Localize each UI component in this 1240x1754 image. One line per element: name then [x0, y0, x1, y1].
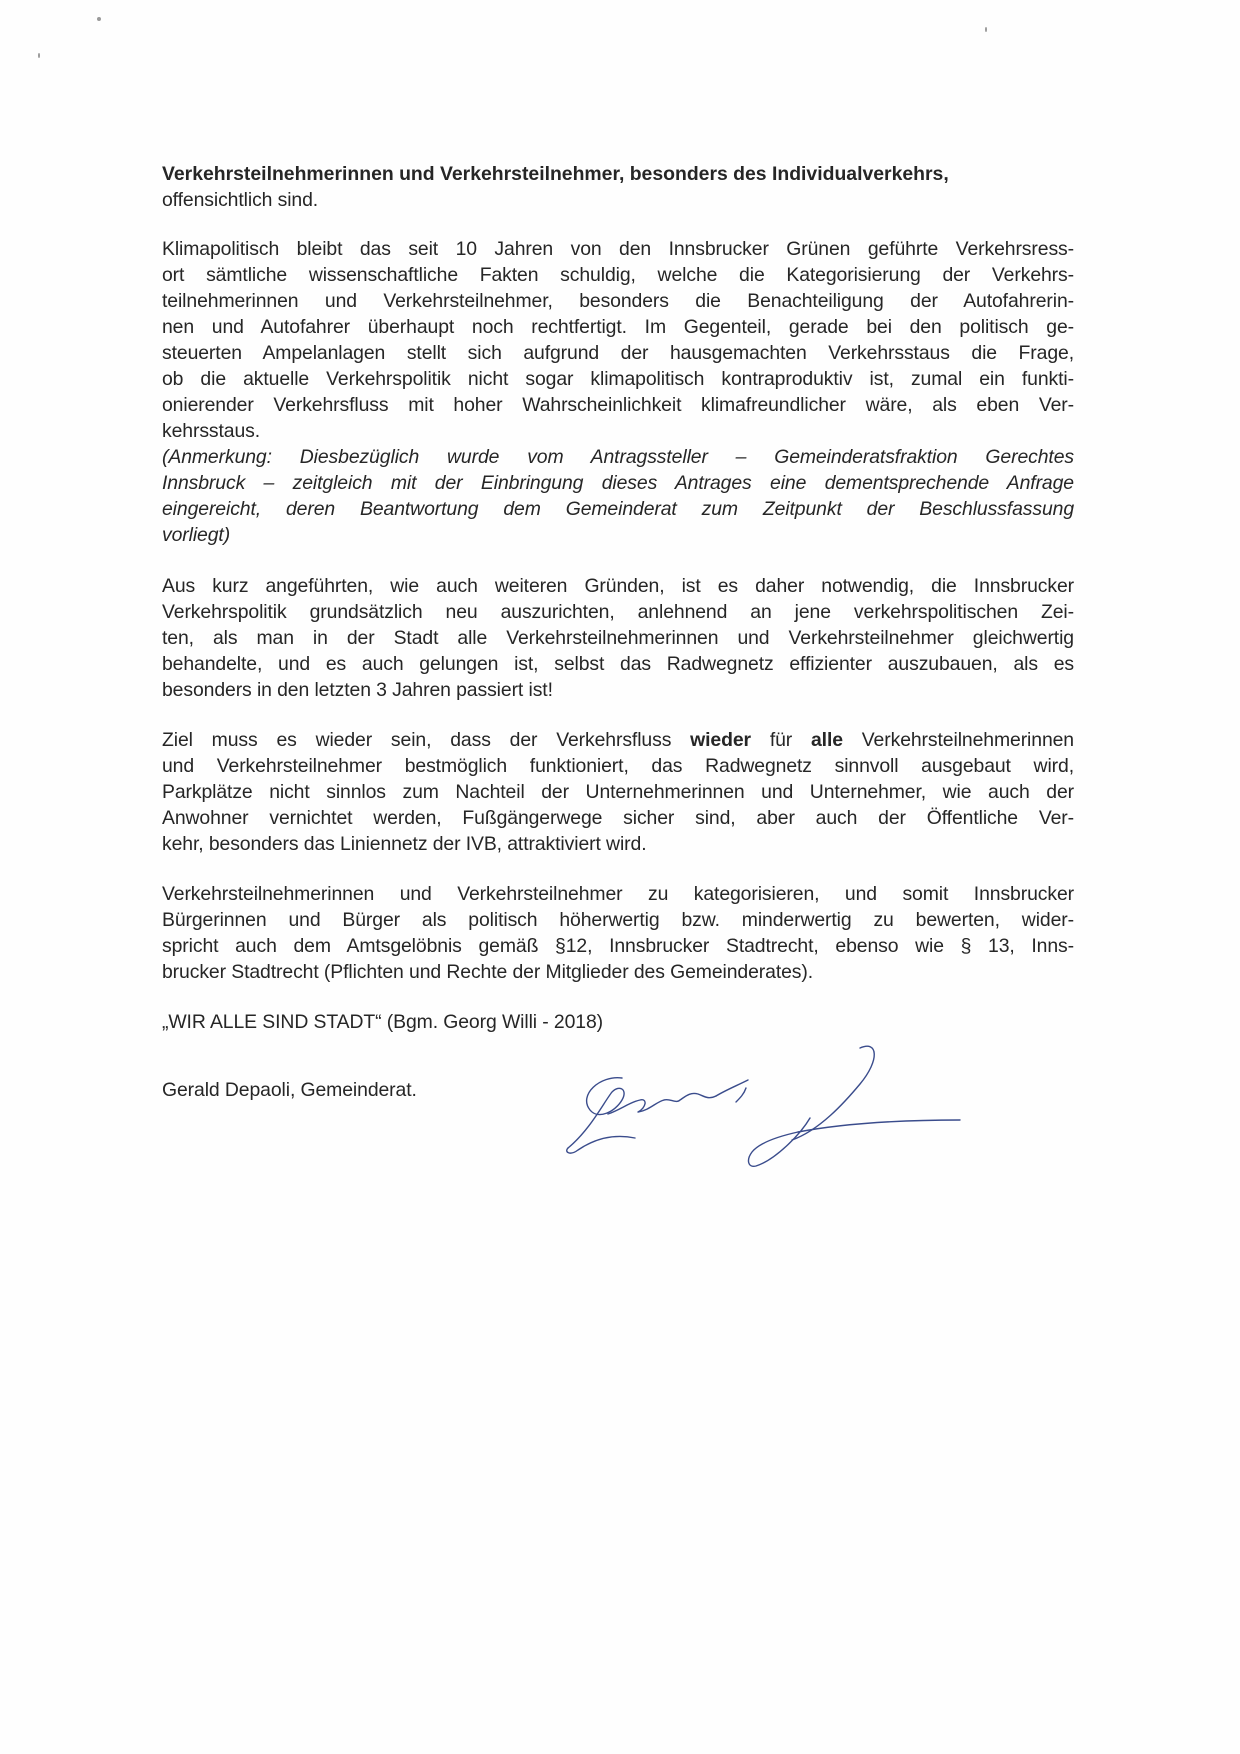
paragraph-goal — [162, 727, 1074, 857]
emphasis-alle: alle — [811, 729, 843, 751]
signoff-text: Gerald Depaoli, Gemeinderat. — [162, 1079, 417, 1101]
text-line: Klimapolitisch bleibt das seit 10 Jahren von den Innsbrucker Grünen geführte Verkehrsress- — [162, 238, 1074, 260]
text-line: kehrsstaus. — [162, 420, 261, 442]
text-line: Bürgerinnen und Bürger als politisch höherwertig bzw. minderwertig zu bewerten, wider- — [162, 909, 1074, 931]
intro-line: offensichtlich sind. — [162, 189, 319, 211]
text-line: Innsbruck – zeitgleich mit der Einbringung dieses Antrages eine dementsprechende Anfrage — [162, 472, 1074, 494]
emphasis-wieder: wieder — [690, 729, 751, 751]
text-line: onierender Verkehrsfluss mit hoher Wahrscheinlichkeit klimafreundlicher wäre, als eben Ver- — [162, 394, 1074, 416]
text-line: Verkehrsteilnehmerinnen und Verkehrsteilnehmer zu kategorisieren, und somit Innsbrucker — [162, 883, 1074, 905]
text-run: Ziel muss es wieder sein, dass der Verkehrsfluss — [162, 729, 691, 751]
text-line: ten, als man in der Stadt alle Verkehrsteilnehmerinnen und Verkehrsteilnehmer gleichwertig — [162, 627, 1074, 649]
text-line: teilnehmerinnen und Verkehrsteilnehmer, besonders die Benachteiligung der Autofahrerin- — [162, 290, 1074, 312]
text-line: eingereicht, deren Beantwortung dem Gemeinderat zum Zeitpunkt der Beschlussfassung — [162, 498, 1074, 520]
text-line: behandelte, und es auch gelungen ist, selbst das Radwegnetz effizienter auszubauen, als es — [162, 653, 1074, 675]
text-line-mixed — [162, 727, 1074, 753]
scan-speck — [38, 53, 40, 58]
text-run: für — [750, 729, 811, 751]
text-line: Verkehrspolitik grundsätzlich neu auszurichten, anlehnend an jene verkehrspolitischen Zei- — [162, 601, 1074, 623]
text-line: spricht auch dem Amtsgelöbnis gemäß §12, Innsbrucker Stadtrecht, ebenso wie § 13, Inns- — [162, 935, 1074, 957]
quote-block — [162, 1009, 1074, 1035]
text-line: ort sämtliche wissenschaftliche Fakten schuldig, welche die Kategorisierung der Verkehrs- — [162, 264, 1074, 286]
text-line: besonders in den letzten 3 Jahren passiert ist! — [162, 679, 553, 701]
text-line: nen und Autofahrer überhaupt noch rechtfertigt. Im Gegenteil, gerade bei den politisch ge- — [162, 316, 1074, 338]
text-line: Parkplätze nicht sinnlos zum Nachteil der Unternehmerinnen und Unternehmer, wie auch der — [162, 781, 1074, 803]
intro-bold-line: Verkehrsteilnehmerinnen und Verkehrsteilnehmer, besonders des Individualverkehrs, — [162, 163, 949, 185]
paragraph-reasons — [162, 573, 1074, 703]
scan-speck — [985, 27, 987, 32]
paragraph-note — [162, 444, 1074, 548]
intro-block — [162, 161, 1074, 213]
text-line: vorliegt) — [162, 524, 231, 546]
text-line: steuerten Ampelanlagen stellt sich aufgrund der hausgemachten Verkehrsstaus die Frage, — [162, 342, 1074, 364]
text-line: (Anmerkung: Diesbezüglich wurde vom Antragssteller – Gemeinderatsfraktion Gerechtes — [162, 446, 1074, 468]
paragraph-climate — [162, 236, 1074, 444]
scan-speck — [97, 17, 101, 21]
text-line: Aus kurz angeführten, wie auch weiteren Gründen, ist es daher notwendig, die Innsbrucker — [162, 575, 1074, 597]
text-line: kehr, besonders das Liniennetz der IVB, attraktiviert wird. — [162, 833, 647, 855]
text-line: ob die aktuelle Verkehrspolitik nicht sogar klimapolitisch kontraproduktiv ist, zumal ein funkti- — [162, 368, 1074, 390]
paragraph-law — [162, 881, 1074, 985]
text-run: Verkehrsteilnehmerinnen — [842, 729, 1074, 751]
text-line: brucker Stadtrecht (Pflichten und Rechte der Mitglieder des Gemeinderates). — [162, 961, 814, 983]
quote-text: „WIR ALLE SIND STADT“ (Bgm. Georg Willi - 2018) — [162, 1011, 604, 1033]
text-line: und Verkehrsteilnehmer bestmöglich funktioniert, das Radwegnetz sinnvoll ausgebaut wird, — [162, 755, 1074, 777]
signature-icon — [560, 1040, 980, 1190]
text-line: Anwohner vernichtet werden, Fußgängerwege sicher sind, aber auch der Öffentliche Ver- — [162, 807, 1074, 829]
